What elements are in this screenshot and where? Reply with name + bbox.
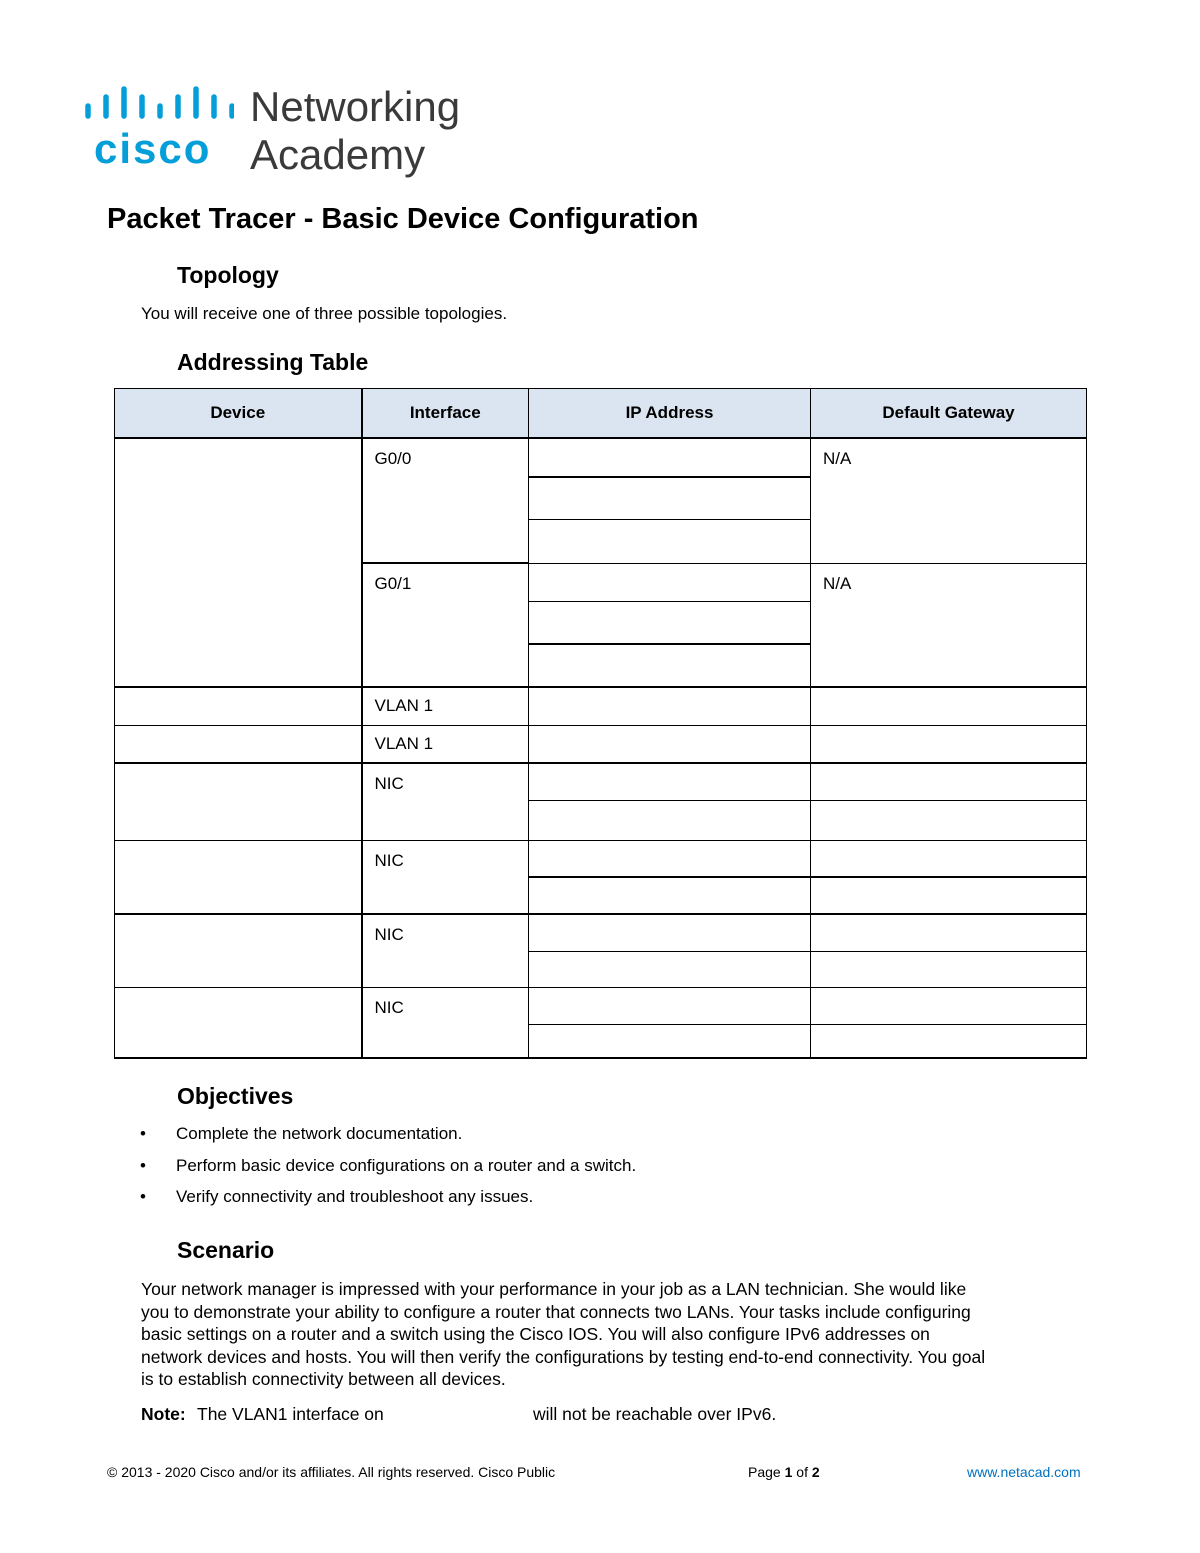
device-cell[interactable] [115,687,362,725]
logo-networking-text: Networking [250,83,461,130]
table-row [115,725,1087,763]
column-header-default-gateway: Default Gateway [811,389,1087,439]
column-header-interface: Interface [362,389,529,439]
scenario-line: Your network manager is impressed with your performance in your job as a LAN technician. She would like [141,1279,967,1299]
ip-address-cell[interactable] [529,644,811,687]
gateway-cell[interactable] [811,687,1087,725]
ip-address-cell[interactable] [529,687,811,725]
note [141,1404,1091,1430]
cisco-networking-academy-logo [84,83,484,186]
page-of: of [796,1464,808,1480]
table-row [115,914,1087,951]
gateway-cell[interactable] [811,840,1087,877]
note-label: Note: [141,1404,186,1424]
table-row [115,763,1087,800]
interface-cell: VLAN 1 [362,687,529,725]
ip-address-cell[interactable] [529,877,811,914]
interface-cell: NIC [362,840,529,914]
ip-address-cell[interactable] [529,840,811,877]
table-row [115,687,1087,725]
ip-address-cell[interactable] [529,1024,811,1058]
gateway-cell[interactable] [811,951,1087,987]
logo-academy-text: Academy [250,131,426,178]
device-cell[interactable] [115,987,362,1058]
scenario-line: basic settings on a router and a switch using the Cisco IOS. You will also configure IPv6 addresses on [141,1324,930,1344]
gateway-cell[interactable] [811,987,1087,1024]
interface-cell: G0/1 [362,563,529,687]
ip-address-cell[interactable] [529,725,811,763]
cisco-bars-icon [84,86,234,122]
scenario-heading: Scenario [177,1237,275,1263]
gateway-cell[interactable] [811,800,1087,840]
ip-address-cell[interactable] [529,763,811,800]
table-row [115,840,1087,877]
document-title: Packet Tracer - Basic Device Configuration [107,203,699,235]
interface-cell: G0/0 [362,438,529,563]
ip-address-cell[interactable] [529,563,811,601]
device-cell[interactable] [115,725,362,763]
device-cell[interactable] [115,763,362,840]
ip-address-cell[interactable] [529,519,811,563]
gateway-cell[interactable] [811,914,1087,951]
gateway-cell[interactable] [811,763,1087,800]
objectives-heading: Objectives [177,1083,294,1109]
device-cell[interactable] [115,438,362,687]
scenario-line: is to establish connectivity between all devices. [141,1369,506,1389]
ip-address-cell[interactable] [529,914,811,951]
interface-cell: VLAN 1 [362,725,529,763]
list-item: • Complete the network documentation. [140,1122,1040,1154]
ip-address-cell[interactable] [529,477,811,519]
list-item: • Verify connectivity and troubleshoot any issues. [140,1185,1040,1217]
scenario-line: you to demonstrate your ability to configure a router that connects two LANs. Your tasks include configuring [141,1301,971,1322]
ip-address-cell[interactable] [529,601,811,644]
column-header-device: Device [115,389,362,439]
device-cell[interactable] [115,914,362,987]
ip-address-cell[interactable] [529,951,811,987]
scenario-line: network devices and hosts. You will then verify the configurations by testing end-to-end connectivity. You goal [141,1346,986,1367]
list-item: • Perform basic device configurations on a router and a switch. [140,1154,1040,1186]
note-text-part-2: will not be reachable over IPv6. [533,1404,777,1424]
cisco-wordmark: cisco [94,125,212,172]
table-row [115,987,1087,1024]
interface-cell: NIC [362,763,529,840]
gateway-cell[interactable] [811,725,1087,763]
table-header-row [115,389,1087,439]
interface-cell: NIC [362,987,529,1058]
interface-cell: NIC [362,914,529,987]
column-header-ip-address: IP Address [529,389,811,439]
footer-copyright: © 2013 - 2020 Cisco and/or its affiliates. All rights reserved. Cisco Public [107,1464,556,1480]
topology-heading: Topology [177,262,279,288]
ip-address-cell[interactable] [529,438,811,477]
addressing-table-heading: Addressing Table [177,349,369,375]
table-row [115,438,1087,477]
ip-address-cell[interactable] [529,987,811,1024]
device-cell[interactable] [115,840,362,914]
topology-text: You will receive one of three possible topologies. [141,304,508,323]
note-text-part-1: The VLAN1 interface on [197,1404,384,1424]
gateway-cell[interactable] [811,1024,1087,1058]
scenario-text [141,1278,1091,1391]
page-label: Page [748,1464,781,1480]
gateway-cell[interactable] [811,877,1087,914]
page-current: 1 [784,1464,793,1480]
gateway-cell: N/A [811,438,1087,563]
footer-link[interactable]: www.netacad.com [967,1464,1081,1480]
page-total: 2 [811,1464,820,1480]
ip-address-cell[interactable] [529,800,811,840]
gateway-cell: N/A [811,563,1087,687]
footer-page-number [748,1464,820,1480]
addressing-table [114,388,1087,1059]
objectives-list [140,1122,1040,1217]
